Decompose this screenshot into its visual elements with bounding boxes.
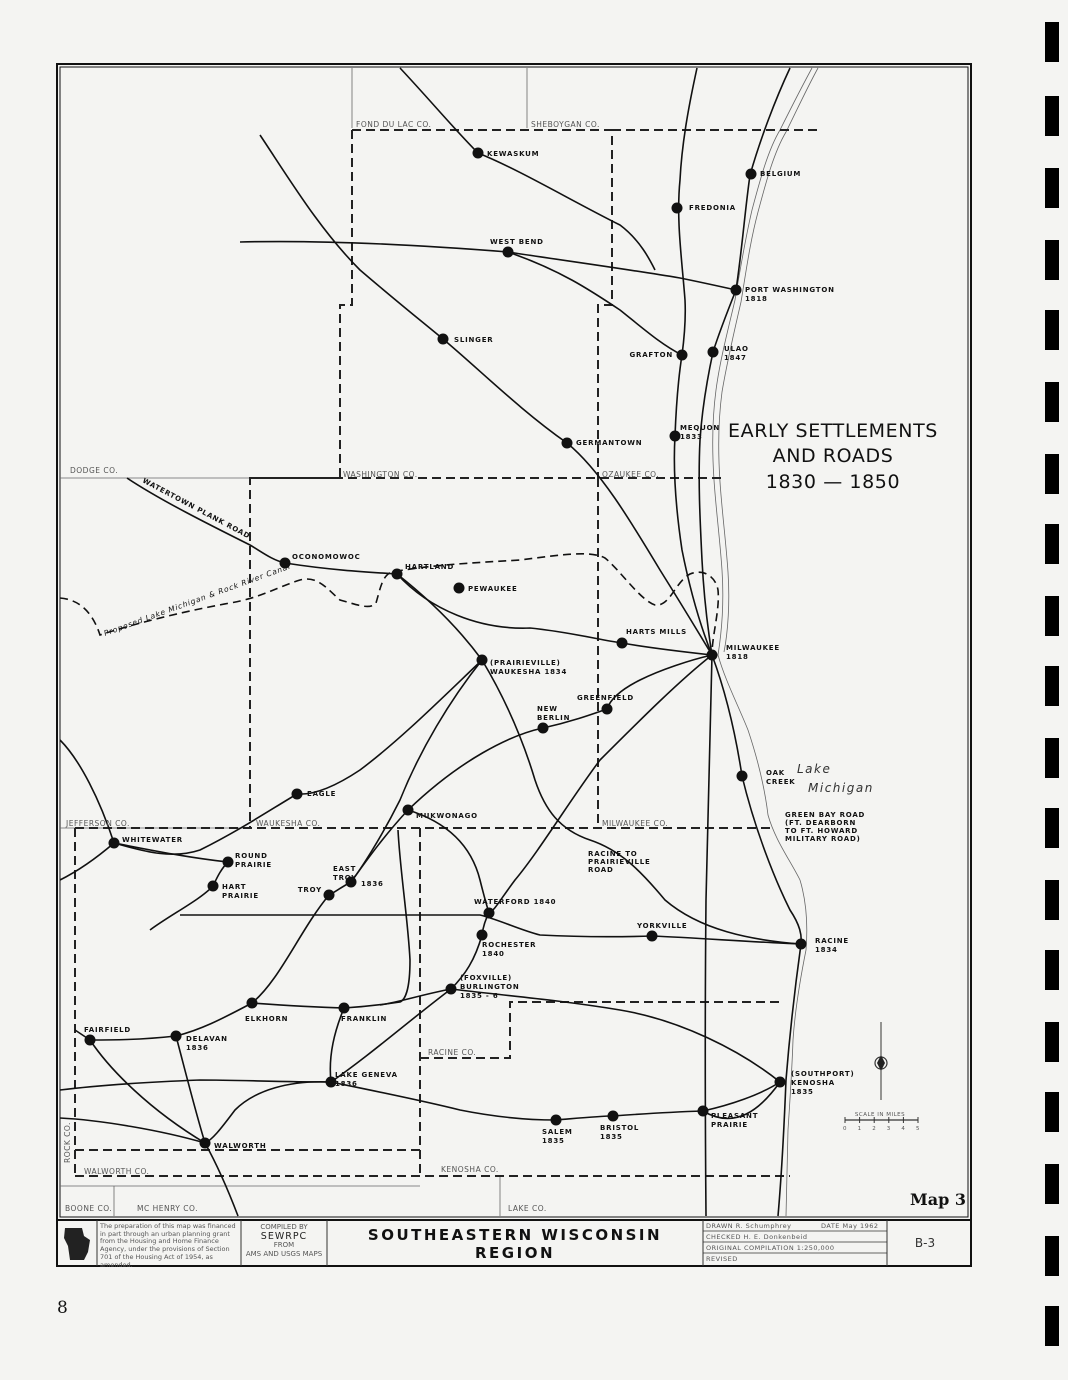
settlement-dot — [617, 638, 628, 649]
county-lines — [60, 68, 527, 1216]
place-label: SALEM — [542, 1128, 573, 1136]
settlement-dot — [796, 939, 807, 950]
date-field: DATE May 1962 — [821, 1222, 879, 1230]
binding-tab — [1045, 880, 1059, 920]
county-label: OZAUKEE CO. — [602, 470, 660, 479]
place-label: TROY — [297, 886, 322, 894]
place-label: 1818 — [726, 653, 749, 661]
region-title — [330, 1226, 700, 1262]
compiled-by-label: COMPILED BY — [260, 1223, 308, 1231]
settlement-dot — [446, 984, 457, 995]
county-label: RACINE CO. — [428, 1048, 477, 1057]
settlement-dot — [672, 203, 683, 214]
place-pleasant-prairie — [698, 1106, 759, 1130]
place-round-prairie — [223, 852, 272, 869]
place-label: WEST BEND — [490, 238, 544, 246]
binding-tab — [1045, 454, 1059, 494]
wisconsin-state-icon — [64, 1228, 90, 1260]
place-oak-creek — [737, 769, 796, 786]
place-pewaukee — [454, 583, 518, 594]
settlement-dot — [454, 583, 465, 594]
place-1836 — [361, 880, 384, 888]
binding-tab — [1045, 382, 1059, 422]
place-kewaskum — [473, 148, 540, 159]
place-label: 1834 — [815, 946, 838, 954]
place-troy — [298, 886, 335, 901]
place-east-troy — [333, 865, 357, 888]
county-label: ROCK CO. — [63, 1122, 72, 1163]
settlement-dot — [477, 655, 488, 666]
place-label: ROUND — [235, 852, 268, 860]
lake-label-line-1: Lake — [797, 762, 832, 776]
settlement-dot — [698, 1106, 709, 1117]
place-label: FRANKLIN — [341, 1015, 388, 1023]
place-hartland — [392, 563, 455, 580]
place-whitewater — [109, 836, 183, 849]
place-label: (PRAIRIEVILLE) — [490, 659, 561, 667]
place-elkhorn — [245, 998, 288, 1024]
binding-tab — [1045, 524, 1059, 564]
north-arrow-icon — [875, 1022, 887, 1100]
green-bay-road-label-line: (FT. DEARBORN — [785, 819, 857, 827]
place-slinger — [438, 334, 494, 345]
sheet-number: B-3 — [914, 1236, 936, 1250]
settlement-dot — [247, 998, 258, 1009]
place-hart-prairie — [208, 881, 259, 901]
place-label: WHITEWATER — [122, 836, 183, 844]
binding-tab — [1045, 168, 1059, 208]
canal-label: Proposed Lake Michigan & Rock River Canal — [102, 561, 292, 638]
settlement-dot — [602, 704, 613, 715]
checked-field: CHECKED H. E. Donkenbeid — [706, 1233, 808, 1241]
place-label: ROCHESTER — [482, 941, 537, 949]
place-label: BURLINGTON — [460, 983, 520, 991]
place-label: MEQUON — [680, 424, 720, 432]
watertown-plank-road-label: WATERTOWN PLANK ROAD — [141, 476, 252, 541]
place-label: NEW — [537, 705, 558, 713]
settlement-dot — [85, 1035, 96, 1046]
place-label: OCONOMOWOC — [292, 553, 361, 561]
place-racine-1834 — [796, 937, 850, 954]
settlement-dot — [551, 1115, 562, 1126]
binding-tab — [1045, 1164, 1059, 1204]
county-label: KENOSHA CO. — [441, 1165, 499, 1174]
drawn-field: DRAWN R. Schumphrey — [706, 1222, 792, 1230]
settlement-dot — [200, 1138, 211, 1149]
settlement-dot — [438, 334, 449, 345]
roads — [60, 68, 801, 1216]
settlement-dot — [562, 438, 573, 449]
county-label: FOND DU LAC CO. — [356, 120, 432, 129]
settlement-dot — [339, 1003, 350, 1014]
binding-tab — [1045, 596, 1059, 636]
place-label: WATERFORD 1840 — [474, 898, 557, 906]
original-compilation-field: ORIGINAL COMPILATION 1:250,000 — [706, 1244, 835, 1252]
racine-prairieville-road-label — [588, 850, 651, 874]
binding-tab — [1045, 808, 1059, 848]
place-label: GRAFTON — [629, 351, 673, 359]
place-label: HARTS MILLS — [626, 628, 687, 636]
racine-road-label-line: RACINE TO — [588, 850, 638, 858]
funding-note: The preparation of this map was financed in part through an urban planning grant from the Housing and Home Finance Agency, under the provisions of Section 701 of the Housing Act of 1954, as amended. — [100, 1222, 236, 1269]
place-port-washington-1818 — [731, 285, 835, 304]
settlement-dot — [109, 838, 120, 849]
county-label: BOONE CO. — [65, 1204, 113, 1213]
page-number: 8 — [57, 1298, 68, 1318]
place-label: PEWAUKEE — [468, 585, 518, 593]
scale-tick-label: 1 — [857, 1126, 862, 1132]
place-label: GERMANTOWN — [576, 439, 643, 447]
place-label: RACINE — [815, 937, 849, 945]
place-grafton — [629, 350, 687, 361]
lake-michigan-shoreline — [713, 68, 812, 1216]
place-fredonia — [672, 203, 737, 214]
settlement-dot — [403, 805, 414, 816]
place-greenfield — [577, 694, 634, 715]
place-label: CREEK — [766, 778, 796, 786]
county-label: MILWAUKEE CO. — [602, 819, 669, 828]
map-number: Map 3 — [910, 1190, 966, 1209]
settlement-dot — [731, 285, 742, 296]
place-fairfield — [84, 1026, 131, 1046]
place-label: FAIRFIELD — [84, 1026, 132, 1034]
map-title-line-3: 1830 — 1850 — [765, 471, 901, 493]
binding-tab — [1045, 240, 1059, 280]
sources-label: AMS AND USGS MAPS — [245, 1250, 323, 1258]
place-label: 1836 — [335, 1080, 358, 1088]
settlement-dot — [746, 169, 757, 180]
region-title-line-1: SOUTHEASTERN WISCONSIN — [367, 1226, 663, 1244]
racine-road-label-line: PRAIRIEVILLE — [588, 858, 651, 866]
place-oconomowoc — [280, 553, 361, 569]
place-label: FREDONIA — [689, 204, 736, 212]
binding-tab — [1045, 1306, 1059, 1346]
place-label: OAK — [766, 769, 786, 777]
county-label: DODGE CO. — [70, 466, 119, 475]
place-lake-geneva-1836 — [326, 1071, 398, 1088]
scale-tick-label: 0 — [843, 1126, 847, 1132]
revised-field: REVISED — [706, 1255, 738, 1263]
place-label: EAST — [333, 865, 357, 873]
county-label: LAKE CO. — [508, 1204, 547, 1213]
place-label: WAUKESHA 1834 — [490, 668, 568, 676]
scale-label: SCALE IN MILES — [854, 1112, 906, 1118]
place-ulao-1847 — [708, 345, 749, 362]
places-layer — [84, 148, 857, 1151]
settlement-dot — [677, 350, 688, 361]
place-label: PRAIRIE — [711, 1121, 748, 1129]
county-label: MC HENRY CO. — [137, 1204, 198, 1213]
binding-tab — [1045, 22, 1059, 62]
binding-tab — [1045, 950, 1059, 990]
place-franklin — [339, 1003, 388, 1024]
scale-bar — [843, 1112, 920, 1132]
settlement-dot — [608, 1111, 619, 1122]
place-label: (FOXVILLE) — [460, 974, 513, 982]
place-label: PORT WASHINGTON — [745, 286, 835, 294]
scale-tick-label: 5 — [916, 1126, 920, 1132]
county-label: WALWORTH CO. — [84, 1167, 150, 1176]
settlement-dot — [737, 771, 748, 782]
binding-tab — [1045, 96, 1059, 136]
scale-tick-label: 4 — [901, 1126, 906, 1132]
map-title-line-2: AND ROADS — [772, 445, 894, 467]
scale-tick-label: 3 — [886, 1126, 891, 1132]
settlement-dot — [708, 347, 719, 358]
green-bay-road-label-line: TO FT. HOWARD — [785, 827, 858, 835]
settlement-dot — [392, 569, 403, 580]
settlement-dot — [477, 930, 488, 941]
place-label: HART — [222, 883, 247, 891]
binding-tab — [1045, 1236, 1059, 1276]
settlement-dot — [670, 431, 681, 442]
place-label: 1847 — [724, 354, 747, 362]
place-label: BELGIUM — [760, 170, 802, 178]
place-label: 1836 — [186, 1044, 209, 1052]
place-eagle — [292, 789, 337, 800]
from-label: FROM — [273, 1241, 295, 1249]
place-label: PLEASANT — [711, 1112, 759, 1120]
map-title-line-1: EARLY SETTLEMENTS — [728, 420, 938, 442]
settlement-dot — [473, 148, 484, 159]
racine-road-label-line: ROAD — [588, 866, 614, 874]
green-bay-road-label-line: GREEN BAY ROAD — [785, 811, 866, 819]
place-label: HARTLAND — [405, 563, 455, 571]
region-title-line-2: REGION — [475, 1244, 555, 1262]
green-bay-road-label — [785, 811, 865, 843]
place-label: KEWASKUM — [487, 150, 540, 158]
place-label: EAGLE — [307, 790, 337, 798]
binding-tab — [1045, 310, 1059, 350]
place-label: ULAO — [724, 345, 749, 353]
place-label: 1836 — [361, 880, 384, 888]
binding-tab — [1045, 1092, 1059, 1132]
settlement-dot — [292, 789, 303, 800]
place-label: PRAIRIE — [235, 861, 272, 869]
place-belgium — [746, 169, 802, 180]
place-label: MILWAUKEE — [726, 644, 780, 652]
place-label: (SOUTHPORT) — [791, 1070, 855, 1078]
county-label: JEFFERSON CO. — [66, 819, 130, 828]
place-label: 1818 — [745, 295, 768, 303]
place-label: 1835 — [791, 1088, 814, 1096]
place-label: GREENFIELD — [577, 694, 634, 702]
settlement-dot — [324, 890, 335, 901]
place-new-berlin — [537, 705, 570, 734]
settlement-dot — [707, 650, 718, 661]
place-label: 1835 — [600, 1133, 623, 1141]
county-label: SHEBOYGAN CO. — [531, 120, 600, 129]
place-label: WALWORTH — [214, 1142, 267, 1150]
compiled-by-block — [243, 1223, 325, 1259]
place-label: PRAIRIE — [222, 892, 259, 900]
settlement-dot — [484, 908, 495, 919]
settlement-dot — [171, 1031, 182, 1042]
settlement-dot — [647, 931, 658, 942]
drawn-row — [706, 1221, 886, 1231]
settlement-dot — [208, 881, 219, 892]
place-rochester-1840 — [477, 930, 537, 959]
place-label: ELKHORN — [245, 1015, 289, 1023]
place-label: SLINGER — [454, 336, 494, 344]
place-yorkville — [636, 922, 688, 942]
place-label: LAKE GENEVA — [335, 1071, 398, 1079]
place-germantown — [562, 438, 643, 449]
settlement-dot — [503, 247, 514, 258]
lake-label-line-2: Michigan — [808, 781, 874, 795]
settlement-dot — [223, 857, 234, 868]
place-harts-mills — [617, 628, 687, 649]
place-label: 1840 — [482, 950, 505, 958]
place-label: 1835 - 6 — [460, 992, 499, 1000]
place-label: KENOSHA — [791, 1079, 835, 1087]
place-label: 1833 — [680, 433, 703, 441]
settlement-dot — [775, 1077, 786, 1088]
binding-tab — [1045, 738, 1059, 778]
county-label: WASHINGTON CO. — [343, 470, 418, 479]
green-bay-road-label-line: MILITARY ROAD) — [785, 835, 861, 843]
place-label: DELAVAN — [186, 1035, 228, 1043]
binding-tab — [1045, 1022, 1059, 1062]
place-prairieville-waukesha-1834 — [477, 655, 568, 677]
place-label: BERLIN — [537, 714, 571, 722]
settlement-dot — [538, 723, 549, 734]
scale-tick-label: 2 — [872, 1126, 877, 1132]
binding-tab — [1045, 666, 1059, 706]
place-label: 1835 — [542, 1137, 565, 1145]
county-label: WAUKESHA CO. — [256, 819, 321, 828]
place-label: TROY — [333, 874, 358, 882]
place-label: YORKVILLE — [637, 922, 688, 930]
place-label: MUKWONAGO — [416, 812, 478, 820]
place-milwaukee-1818 — [707, 644, 780, 661]
place-label: BRISTOL — [600, 1124, 640, 1132]
agency-name: SEWRPC — [260, 1231, 308, 1242]
place-waterford-1840 — [474, 898, 556, 919]
